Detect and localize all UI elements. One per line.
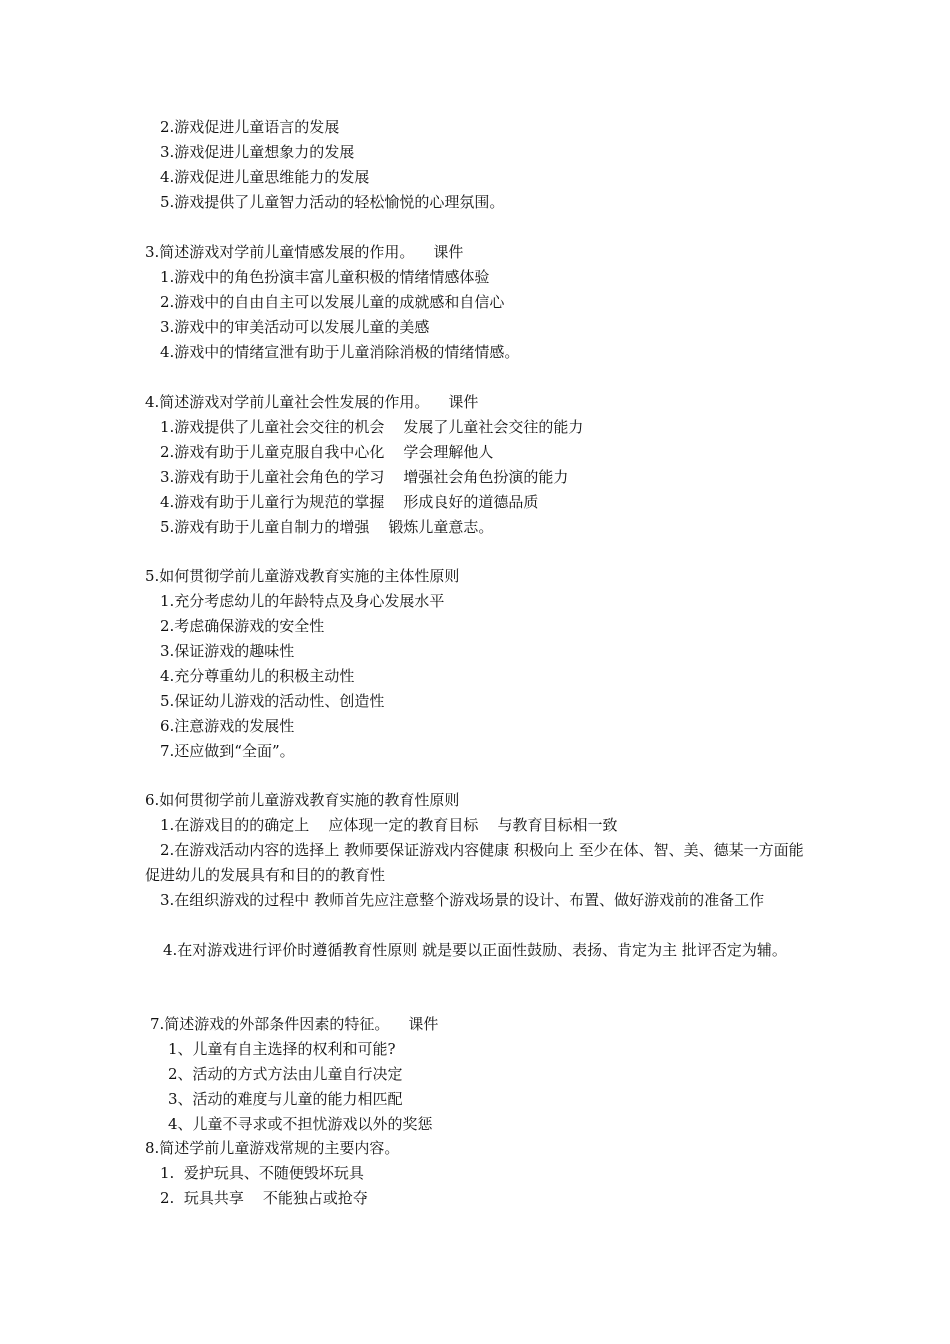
list-item: 5.保证幼儿游戏的活动性、创造性: [160, 692, 385, 710]
list-item: 4.游戏有助于儿童行为规范的掌握 形成良好的道德品质: [160, 493, 539, 511]
list-item: 2.考虑确保游戏的安全性: [160, 617, 325, 635]
list-item: 1.游戏中的角色扮演丰富儿童积极的情绪情感体验: [160, 268, 490, 286]
question-heading: 7.简述游戏的外部条件因素的特征。 课件: [150, 1015, 439, 1033]
list-item: 4.游戏中的情绪宣泄有助于儿童消除消极的情绪情感。: [160, 343, 520, 361]
question-heading: 5.如何贯彻学前儿童游戏教育实施的主体性原则: [145, 567, 460, 585]
list-item: 2.游戏中的自由自主可以发展儿童的成就感和自信心: [160, 293, 505, 311]
question-heading: 6.如何贯彻学前儿童游戏教育实施的教育性原则: [145, 791, 460, 809]
list-item: 3.保证游戏的趣味性: [160, 642, 295, 660]
list-item: 2.游戏促进儿童语言的发展: [160, 118, 340, 136]
list-item: 3、活动的难度与儿童的能力相匹配: [168, 1090, 403, 1108]
list-item: 2. 玩具共享 不能独占或抢夺: [160, 1189, 368, 1207]
list-item: 5.游戏有助于儿童自制力的增强 锻炼儿童意志。: [160, 518, 494, 536]
list-item: 4.充分尊重幼儿的积极主动性: [160, 667, 355, 685]
list-item: 4.游戏促进儿童思维能力的发展: [160, 168, 370, 186]
list-item: 1. 爱护玩具、不随便毁坏玩具: [160, 1164, 364, 1182]
list-item: 6.注意游戏的发展性: [160, 717, 295, 735]
list-item: 3.游戏有助于儿童社会角色的学习 增强社会角色扮演的能力: [160, 468, 569, 486]
list-item: 5.游戏提供了儿童智力活动的轻松愉悦的心理氛围。: [160, 193, 505, 211]
list-item: 1.在游戏目的的确定上 应体现一定的教育目标 与教育目标相一致: [160, 816, 618, 834]
question-heading: 3.简述游戏对学前儿童情感发展的作用。 课件: [145, 243, 464, 261]
list-item: 1.充分考虑幼儿的年龄特点及身心发展水平: [160, 592, 445, 610]
list-item: 4、儿童不寻求或不担忧游戏以外的奖惩: [168, 1115, 433, 1133]
list-item: 1.游戏提供了儿童社会交往的机会 发展了儿童社会交往的能力: [160, 418, 584, 436]
list-item: 2.在游戏活动内容的选择上 教师要保证游戏内容健康 积极向上 至少在体、智、美、德某一方面能促进幼儿的发展具有和目的的教育性: [145, 841, 804, 884]
list-item: 3.在组织游戏的过程中 教师首先应注意整个游戏场景的设计、布置、做好游戏前的准备工作: [160, 891, 765, 909]
list-item: 3.游戏中的审美活动可以发展儿童的美感: [160, 318, 430, 336]
list-item: 2.游戏有助于儿童克服自我中心化 学会理解他人: [160, 443, 494, 461]
list-item: 7.还应做到“全面”。: [160, 742, 295, 760]
list-item: 1、儿童有自主选择的权利和可能?: [168, 1040, 396, 1058]
list-item: 2、活动的方式方法由儿童自行决定: [168, 1065, 403, 1083]
question-heading: 4.简述游戏对学前儿童社会性发展的作用。 课件: [145, 393, 479, 411]
list-item: 4.在对游戏进行评价时遵循教育性原则 就是要以正面性鼓励、表扬、肯定为主 批评否定为辅。: [163, 941, 787, 959]
list-item: 3.游戏促进儿童想象力的发展: [160, 143, 355, 161]
question-heading: 8.简述学前儿童游戏常规的主要内容。: [145, 1139, 400, 1157]
